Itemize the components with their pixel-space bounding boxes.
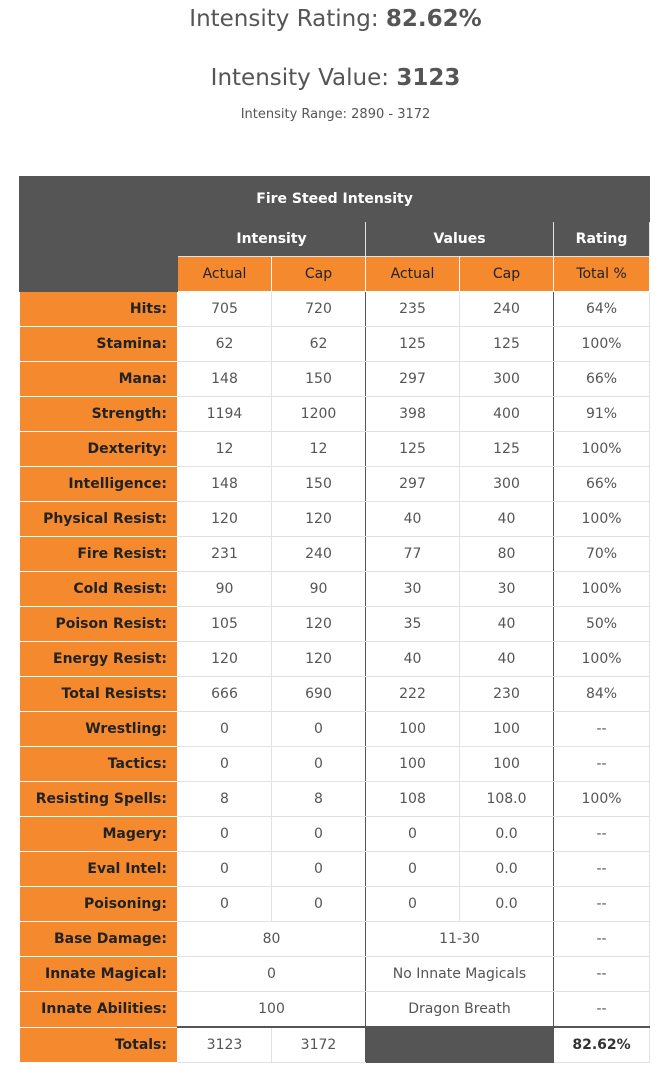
group-header-intensity: Intensity bbox=[178, 222, 366, 257]
values-actual-cell: 40 bbox=[366, 502, 460, 537]
table-row bbox=[20, 432, 650, 467]
values-actual-cell: 100 bbox=[366, 712, 460, 747]
row-label: Fire Resist: bbox=[20, 537, 178, 572]
row-label: Poison Resist: bbox=[20, 607, 178, 642]
values-cap-cell: 100 bbox=[460, 747, 554, 782]
intensity-cap-cell: 0 bbox=[272, 852, 366, 887]
intensity-cap-cell: 8 bbox=[272, 782, 366, 817]
rating-cell: 84% bbox=[554, 677, 650, 712]
rating-cell: 100% bbox=[554, 432, 650, 467]
row-label: Intelligence: bbox=[20, 467, 178, 502]
intensity-cap-cell: 12 bbox=[272, 432, 366, 467]
intensity-rating-value: 82.62% bbox=[385, 6, 482, 32]
intensity-merged-cell: 0 bbox=[178, 957, 366, 992]
intensity-cap-cell: 62 bbox=[272, 327, 366, 362]
intensity-cap-cell: 150 bbox=[272, 467, 366, 502]
intensity-table bbox=[19, 176, 650, 1063]
table-row bbox=[20, 852, 650, 887]
row-label: Innate Abilities: bbox=[20, 992, 178, 1028]
intensity-range: Intensity Range: 2890 - 3172 bbox=[240, 107, 431, 122]
intensity-actual-cell: 0 bbox=[178, 747, 272, 782]
rating-cell: -- bbox=[554, 712, 650, 747]
row-label: Energy Resist: bbox=[20, 642, 178, 677]
subheader-intensity-cap: Cap bbox=[272, 257, 366, 292]
intensity-cap-cell: 120 bbox=[272, 642, 366, 677]
intensity-actual-cell: 148 bbox=[178, 362, 272, 397]
intensity-cap-cell: 720 bbox=[272, 292, 366, 327]
rating-cell: 66% bbox=[554, 362, 650, 397]
values-cap-cell: 0.0 bbox=[460, 887, 554, 922]
values-actual-cell: 297 bbox=[366, 467, 460, 502]
intensity-value bbox=[0, 65, 671, 91]
values-actual-cell: 35 bbox=[366, 607, 460, 642]
values-cap-cell: 125 bbox=[460, 432, 554, 467]
intensity-rating bbox=[0, 6, 671, 32]
values-actual-cell: 108 bbox=[366, 782, 460, 817]
row-label: Stamina: bbox=[20, 327, 178, 362]
values-cap-cell: 125 bbox=[460, 327, 554, 362]
table-row bbox=[20, 887, 650, 922]
table-row bbox=[20, 362, 650, 397]
intensity-cap-cell: 690 bbox=[272, 677, 366, 712]
values-cap-cell: 300 bbox=[460, 467, 554, 502]
table-row bbox=[20, 572, 650, 607]
totals-cap-cell: 3172 bbox=[272, 1027, 366, 1063]
intensity-cap-cell: 1200 bbox=[272, 397, 366, 432]
intensity-actual-cell: 8 bbox=[178, 782, 272, 817]
subheader-total-percent: Total % bbox=[554, 257, 650, 292]
values-cap-cell: 80 bbox=[460, 537, 554, 572]
table-row bbox=[20, 677, 650, 712]
intensity-actual-cell: 90 bbox=[178, 572, 272, 607]
rating-cell: -- bbox=[554, 957, 650, 992]
intensity-actual-cell: 705 bbox=[178, 292, 272, 327]
intensity-actual-cell: 666 bbox=[178, 677, 272, 712]
totals-label: Totals: bbox=[20, 1027, 178, 1063]
table-row bbox=[20, 642, 650, 677]
table-row bbox=[20, 397, 650, 432]
rating-cell: 66% bbox=[554, 467, 650, 502]
table-row bbox=[20, 607, 650, 642]
row-label: Wrestling: bbox=[20, 712, 178, 747]
table-row bbox=[20, 712, 650, 747]
intensity-actual-cell: 231 bbox=[178, 537, 272, 572]
intensity-cap-cell: 90 bbox=[272, 572, 366, 607]
intensity-actual-cell: 0 bbox=[178, 712, 272, 747]
table-row bbox=[20, 537, 650, 572]
intensity-cap-cell: 0 bbox=[272, 712, 366, 747]
group-header-values: Values bbox=[366, 222, 554, 257]
rating-cell: 64% bbox=[554, 292, 650, 327]
table-row bbox=[20, 992, 650, 1028]
table-row bbox=[20, 747, 650, 782]
values-cap-cell: 40 bbox=[460, 502, 554, 537]
row-label: Strength: bbox=[20, 397, 178, 432]
rating-cell: 100% bbox=[554, 642, 650, 677]
values-merged-cell: Dragon Breath bbox=[366, 992, 554, 1028]
values-actual-cell: 297 bbox=[366, 362, 460, 397]
row-label: Total Resists: bbox=[20, 677, 178, 712]
values-actual-cell: 0 bbox=[366, 817, 460, 852]
values-cap-cell: 30 bbox=[460, 572, 554, 607]
table-row bbox=[20, 817, 650, 852]
table-body bbox=[20, 292, 650, 1063]
values-merged-cell: No Innate Magicals bbox=[366, 957, 554, 992]
intensity-actual-cell: 148 bbox=[178, 467, 272, 502]
values-cap-cell: 0.0 bbox=[460, 817, 554, 852]
values-actual-cell: 40 bbox=[366, 642, 460, 677]
intensity-value-number: 3123 bbox=[396, 65, 461, 91]
intensity-actual-cell: 0 bbox=[178, 852, 272, 887]
row-label: Dexterity: bbox=[20, 432, 178, 467]
values-actual-cell: 0 bbox=[366, 852, 460, 887]
values-actual-cell: 77 bbox=[366, 537, 460, 572]
intensity-actual-cell: 0 bbox=[178, 887, 272, 922]
row-label: Resisting Spells: bbox=[20, 782, 178, 817]
intensity-merged-cell: 80 bbox=[178, 922, 366, 957]
values-cap-cell: 40 bbox=[460, 642, 554, 677]
values-cap-cell: 240 bbox=[460, 292, 554, 327]
table-row bbox=[20, 957, 650, 992]
intensity-actual-cell: 12 bbox=[178, 432, 272, 467]
totals-actual-cell: 3123 bbox=[178, 1027, 272, 1063]
row-label: Poisoning: bbox=[20, 887, 178, 922]
intensity-actual-cell: 120 bbox=[178, 502, 272, 537]
rating-cell: -- bbox=[554, 887, 650, 922]
table-title: Fire Steed Intensity bbox=[20, 177, 650, 222]
rating-cell: 91% bbox=[554, 397, 650, 432]
intensity-cap-cell: 0 bbox=[272, 887, 366, 922]
rating-cell: 100% bbox=[554, 572, 650, 607]
intensity-cap-cell: 0 bbox=[272, 747, 366, 782]
table-corner bbox=[20, 222, 178, 292]
totals-row bbox=[20, 1027, 650, 1063]
values-actual-cell: 235 bbox=[366, 292, 460, 327]
rating-cell: -- bbox=[554, 922, 650, 957]
table-row bbox=[20, 782, 650, 817]
rating-cell: -- bbox=[554, 992, 650, 1028]
intensity-actual-cell: 1194 bbox=[178, 397, 272, 432]
rating-cell: 100% bbox=[554, 327, 650, 362]
row-label: Tactics: bbox=[20, 747, 178, 782]
values-cap-cell: 100 bbox=[460, 712, 554, 747]
rating-cell: -- bbox=[554, 747, 650, 782]
totals-values-blank bbox=[366, 1027, 554, 1063]
values-actual-cell: 125 bbox=[366, 327, 460, 362]
values-cap-cell: 230 bbox=[460, 677, 554, 712]
values-actual-cell: 30 bbox=[366, 572, 460, 607]
rating-cell: 50% bbox=[554, 607, 650, 642]
intensity-cap-cell: 150 bbox=[272, 362, 366, 397]
values-cap-cell: 0.0 bbox=[460, 852, 554, 887]
intensity-cap-cell: 240 bbox=[272, 537, 366, 572]
rating-cell: -- bbox=[554, 852, 650, 887]
intensity-merged-cell: 100 bbox=[178, 992, 366, 1028]
rating-cell: -- bbox=[554, 817, 650, 852]
intensity-actual-cell: 105 bbox=[178, 607, 272, 642]
row-label: Hits: bbox=[20, 292, 178, 327]
values-actual-cell: 125 bbox=[366, 432, 460, 467]
row-label: Innate Magical: bbox=[20, 957, 178, 992]
intensity-cap-cell: 120 bbox=[272, 502, 366, 537]
intensity-actual-cell: 0 bbox=[178, 817, 272, 852]
rating-cell: 70% bbox=[554, 537, 650, 572]
values-actual-cell: 0 bbox=[366, 887, 460, 922]
row-label: Cold Resist: bbox=[20, 572, 178, 607]
table-row bbox=[20, 327, 650, 362]
values-cap-cell: 400 bbox=[460, 397, 554, 432]
intensity-cap-cell: 0 bbox=[272, 817, 366, 852]
intensity-rating-label: Intensity Rating: bbox=[189, 6, 386, 32]
subheader-intensity-actual: Actual bbox=[178, 257, 272, 292]
values-actual-cell: 398 bbox=[366, 397, 460, 432]
intensity-actual-cell: 120 bbox=[178, 642, 272, 677]
values-cap-cell: 108.0 bbox=[460, 782, 554, 817]
values-cap-cell: 300 bbox=[460, 362, 554, 397]
intensity-value-label: Intensity Value: bbox=[210, 65, 397, 91]
row-label: Physical Resist: bbox=[20, 502, 178, 537]
table-row bbox=[20, 292, 650, 327]
rating-cell: 100% bbox=[554, 782, 650, 817]
values-cap-cell: 40 bbox=[460, 607, 554, 642]
intensity-actual-cell: 62 bbox=[178, 327, 272, 362]
row-label: Base Damage: bbox=[20, 922, 178, 957]
table-row bbox=[20, 502, 650, 537]
values-actual-cell: 222 bbox=[366, 677, 460, 712]
subheader-values-cap: Cap bbox=[460, 257, 554, 292]
table-row bbox=[20, 467, 650, 502]
subheader-values-actual: Actual bbox=[366, 257, 460, 292]
row-label: Magery: bbox=[20, 817, 178, 852]
rating-cell: 100% bbox=[554, 502, 650, 537]
table-row bbox=[20, 922, 650, 957]
intensity-cap-cell: 120 bbox=[272, 607, 366, 642]
row-label: Mana: bbox=[20, 362, 178, 397]
group-header-rating: Rating bbox=[554, 222, 650, 257]
row-label: Eval Intel: bbox=[20, 852, 178, 887]
values-merged-cell: 11-30 bbox=[366, 922, 554, 957]
values-actual-cell: 100 bbox=[366, 747, 460, 782]
totals-rating-cell: 82.62% bbox=[554, 1027, 650, 1063]
